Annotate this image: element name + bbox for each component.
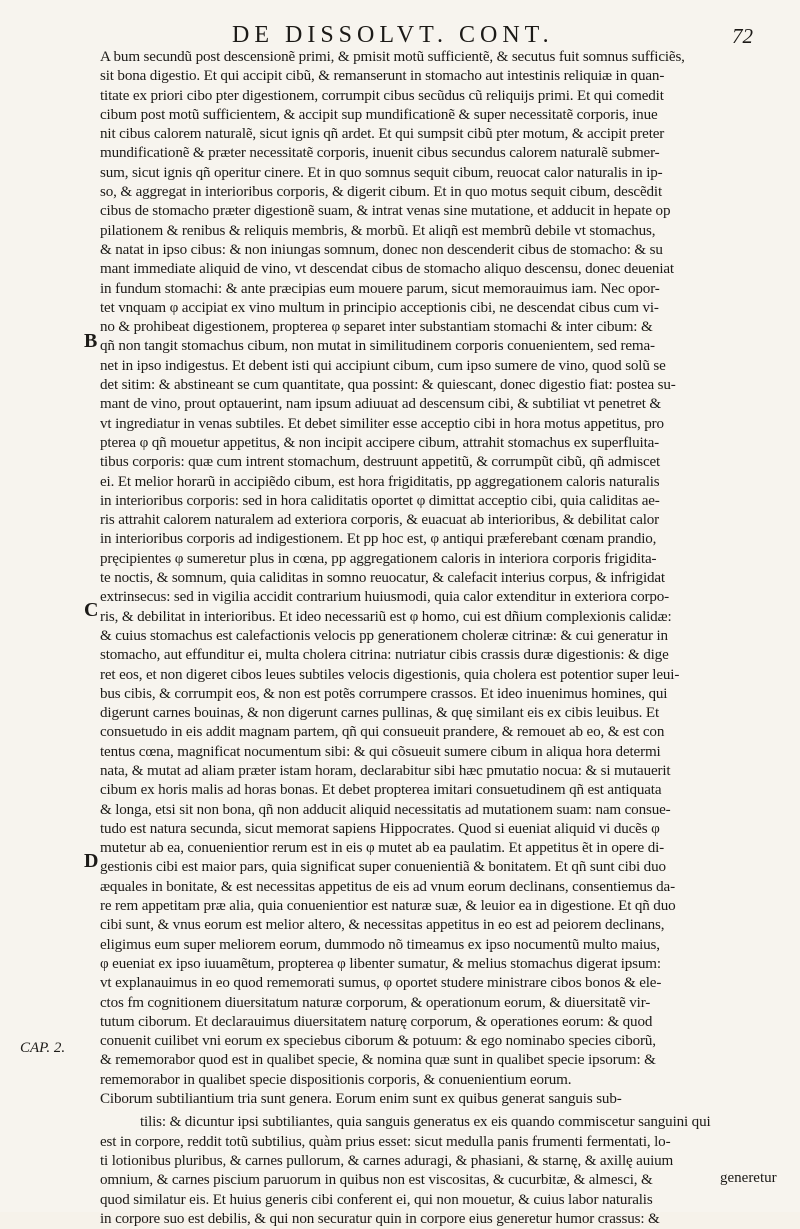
text-line: Ciborum subtiliantium tria sunt genera. Eorum enim sunt ex quibus generat sanguis sub- <box>100 1091 622 1108</box>
text-line: æquales in bonitate, & est necessitas appetitus de eis ad vnum eorum declinans, consentiemus da- <box>100 878 675 895</box>
text-block <box>84 48 798 1229</box>
text-line: tet vnquam φ accipiat ex vino multum in principio acceptionis cibi, ne descendat cibus cum vi- <box>100 299 659 316</box>
text-line: quod similatur eis. Et huius generis cibi conferent ei, qui non mouetur, & cuius labor naturalis <box>100 1191 653 1208</box>
text-line: ret eos, et non digeret cibos leues subtiles velocis digestionis, quia cholera est potentior super leui- <box>100 666 680 683</box>
text-line: ti lotionibus pluribus, & carnes pullorum, & carnes aduragi, & phasiani, & starnę, & axillę auium <box>100 1152 674 1169</box>
text-line: mant de vino, prout optauerint, nam ipsum adiuuat ad descensum cibi, & subtiliat vt penetret & <box>100 396 662 413</box>
text-line: mutetur ab ea, conuenientior rerum est in eis φ mutet ab ea paulatim. Et appetitus ẽt in opere di- <box>100 840 665 857</box>
text-line: pręcipientes φ sumeretur plus in cœna, pp aggregationem caloris in interiora corporis frigidita- <box>100 550 657 567</box>
text-line: cibum ex horis malis ad horas bonas. Et debet propterea imitari consuetudinem qñ est antiquata <box>100 782 662 799</box>
text-line: ris attrahit calorem naturalem ad exteriora corporis, & euacuat ab interioribus, & debilitat calor <box>100 512 660 529</box>
text-line: ei. Et melior horarũ in accipiẽdo cibum, est hora frigiditatis, pp aggregationem caloris naturalis <box>100 473 660 490</box>
catchword: generetur <box>720 1170 777 1186</box>
chapter-label: CAP. 2. <box>20 1040 66 1056</box>
text-line: ris, & debilitat in interioribus. Et ideo necessariũ est φ homo, cui est dñium complexionis calidæ: <box>100 608 672 625</box>
text-line: so, & aggregat in interioribus corporis, & digerit cibum. Et in quo motus sequit cibum, descẽdit <box>100 184 663 201</box>
text-line: mant immediate aliquid de vino, vt descendat cibus de stomacho aliquo descensu, donec deueniat <box>100 261 674 278</box>
text-line: tudo est natura secunda, sicut memorat sapiens Hippocrates. Quod si eueniat aliquid vi ducẽs φ <box>100 820 660 837</box>
text-line: cibum post motũ sufficientem, & accipit sup mundificationẽ & super necessitatẽ corporis, inue <box>100 106 658 123</box>
text-line: tilis: & dicuntur ipsi subtiliantes, quia sanguis generatus ex eis quando commiscetur sanguini qui <box>140 1114 711 1131</box>
text-line: in corpore suo est debilis, & qui non securatur quin in corpore eius generetur humor crassus: & <box>100 1210 660 1227</box>
text-line: & cuius stomachus est calefactionis velocis pp generationem choleræ citrinæ: & cui generatur in <box>100 627 668 644</box>
text-line: φ eueniat ex ipso iuuamẽtum, propterea φ libenter sumatur, & melius stomachus digerat ipsum: <box>100 955 661 972</box>
margin-letter-c: C <box>84 599 99 621</box>
text-line: est in corpore, reddit totũ subtilius, quàm prius esset: sicut medulla panis frumenti fermentati, lo- <box>100 1133 671 1150</box>
text-line: rememorabor in qualibet specie dispositionis corporis, & conuenientium eorum. <box>100 1071 572 1088</box>
text-line: sum, sicut ignis qñ operitur cinere. Et in quo somnus sequit cibum, reuocat calor naturalis in ip- <box>100 164 663 181</box>
text-line: gestionis cibi est maior pars, quia significat super conuenientiã & bonitatem. Et qñ sunt cibi duo <box>100 859 666 876</box>
text-line: omnium, & carnes piscium paruorum in quibus non est viscositas, & cucurbitæ, & almesci, & <box>100 1172 653 1189</box>
text-line: nata, & mutat ad aliam præter istam horam, declarabitur sibi hæc pmutatio nocua: & si mutauerit <box>100 762 671 779</box>
text-line: vt ingrediatur in venas subtiles. Et debet similiter esse acceptio cibi in hora motus appetitus, pro <box>100 415 664 432</box>
text-line: cibus de stomacho præter digestionẽ suam, & intrat venas sine mutatione, et adducit in hepate op <box>100 203 671 220</box>
text-line: & natat in ipso cibus: & non iniungas somnum, donec non descenderit cibus de stomacho: & su <box>100 241 663 258</box>
text-line: mundificationẽ & præter necessitatẽ corporis, inuenit cibus secundus calorem naturalẽ submer- <box>100 145 660 162</box>
text-line: extrinsecus: sed in vigilia accidit contrarium huiusmodi, quia calor extenditur in exteriora corpo- <box>100 589 670 606</box>
text-line: in interioribus corporis ad indigestionem. Et pp hoc est, φ antiqui præferebant cœnam prandio, <box>100 531 657 548</box>
text-line: in fundum stomachi: & ante præcipias eum mouere parum, sicut memorauimus iam. Nec opor- <box>100 280 660 297</box>
text-line: cibi sunt, & vnus eorum est melior altero, & necessitas appetitus in eo est ad peiorem declinans, <box>100 917 665 934</box>
margin-letter-b: B <box>84 330 98 352</box>
text-line: & longa, etsi sit non bona, qñ non adducit aliquid necessitatis ad mutationem suam: nam consue- <box>100 801 671 818</box>
text-line: sit bona digestio. Et qui accipit cibũ, & remanserunt in stomacho aut intestinis reliquiæ in quan- <box>100 68 665 85</box>
text-line: A bum secundũ post descensionẽ primi, & pmisit motũ sufficientẽ, & secutus fuit somnus sufficiẽs, <box>100 49 685 65</box>
text-line: te noctis, & somnum, quia caliditas in somno reuocatur, & calefacit interius corpus, & infrigidat <box>100 570 665 587</box>
folio-number: 72 <box>732 24 753 48</box>
text-line: pilationem & renibus & reliquis membris, & morbũ. Et aliqñ est membrũ debile vt stomachus, <box>100 222 656 239</box>
text-line: & rememorabor quod est in qualibet specie, & nomina quæ sunt in qualibet specie ipsorum: & <box>100 1052 656 1069</box>
text-line: re rem appetitam præ alia, quia conuenientior est naturæ suæ, & leuior ea in digestione. Et qñ duo <box>100 898 676 915</box>
running-title: DE DISSOLVT. CONT. <box>232 22 554 48</box>
text-line: bus cibis, & corrumpit eos, & non est potẽs corrumpere crassos. Et ideo inuenimus homines, qui <box>100 685 668 702</box>
text-line: ctos fm cognitionem diuersitatum naturæ corporum, & operationum eorum, & diuersitatẽ vir- <box>100 994 651 1011</box>
text-line: tentus cœna, magnificat nocumentum sibi: & qui cõsueuit sumere cibum in aliqua hora determi <box>100 743 661 760</box>
text-line: digerunt carnes bouinas, & non digerunt carnes pullinas, & quę similant eis ex cibis leuibus. Et <box>100 705 660 722</box>
margin-letter-d: D <box>84 850 99 872</box>
text-line: titate ex priori cibo pter digestionem, corrumpit cibus secũdus cũ reliquijs primi. Et qui comedit <box>100 87 664 104</box>
text-line: in interioribus corporis: sed in hora caliditatis oportet φ dimittat acceptio cibi, quia caliditas ae- <box>100 492 660 509</box>
text-line: vt explanauimus in eo quod rememorati sumus, φ oportet studere ministrare cibos bonos & ele- <box>100 975 662 992</box>
text-line: tibus corporis: quæ cum intrent stomachum, destruunt appetitũ, & corrumpũt cibũ, qñ admiscet <box>100 454 661 471</box>
text-line: consuetudo in eis addit magnam partem, qñ qui consueuit prandere, & remouet ab eo, & est con <box>100 724 665 741</box>
text-line: net in ipso indigestus. Et debent isti qui accipiunt cibum, cum ipso sumere de vino, quod solũ se <box>100 357 666 374</box>
text-line: pterea φ qñ mouetur appetitus, & non incipit accipere cibum, attrahit stomachus ex superfluita- <box>100 434 660 451</box>
text-line: det sitim: & abstineant se cum quantitate, qua possint: & quiescant, donec digestio fiat: postea su- <box>100 377 676 394</box>
text-line: tutum ciborum. Et declarauimus diuersitatem naturę corporum, & operationes eorum: & quod <box>100 1013 653 1030</box>
text-line: conuenit cuilibet vni eorum ex speciebus ciborum & potuum: & ego nominabo species ciborũ, <box>100 1033 656 1050</box>
text-line: stomacho, aut effunditur ei, multa cholera citrina: nutriatur cibis crassis duræ digestionis: & dige <box>100 647 669 664</box>
text-line: no & prohibeat digestionem, propterea φ separet inter substantiam stomachi & inter cibum: & <box>100 319 653 336</box>
text-line: qñ non tangit stomachus cibum, non mutat in similitudinem corporis conuenientem, sed rema- <box>100 338 655 355</box>
text-line: nit cibus calorem naturalẽ, sicut ignis qñ ardet. Et qui sumpsit cibũ pter motum, & accipit preter <box>100 126 665 143</box>
text-line: eligimus eum super meliorem eorum, dummodo nõ timeamus ex ipso nocumentũ multo maius, <box>100 936 660 953</box>
